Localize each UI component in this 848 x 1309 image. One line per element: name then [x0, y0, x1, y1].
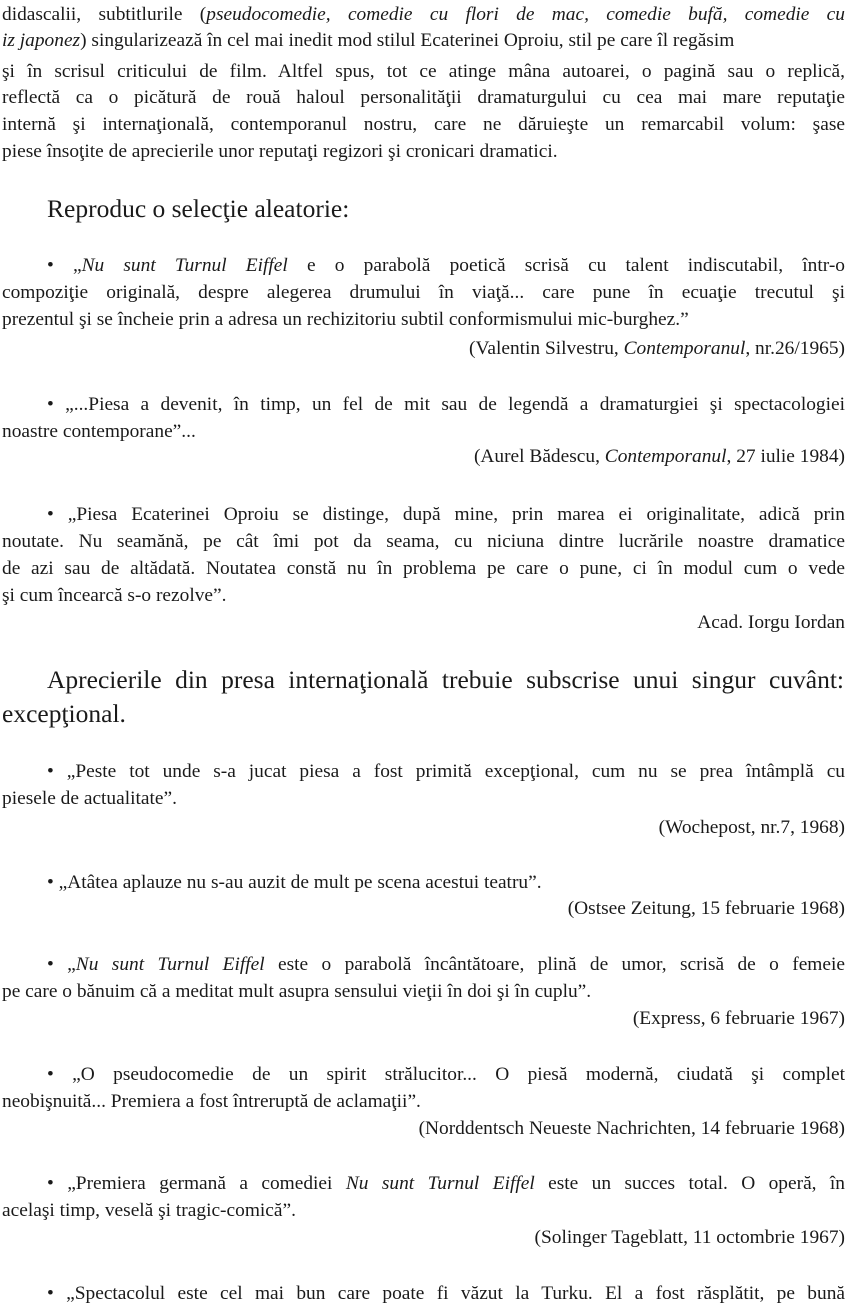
quote-7-line-1: • „O pseudocomedie de un spirit strălucitor... O piesă modernă, ciudată şi complet [47, 1064, 845, 1085]
quote-8-source: (Solinger Tageblatt, 11 octombrie 1967) [534, 1227, 845, 1248]
quote-1-line-1: • „Nu sunt Turnul Eiffel e o parabolă poetică scrisă cu talent indiscutabil, într-o [47, 255, 845, 276]
quote-1-source: (Valentin Silvestru, Contemporanul, nr.26/1965) [469, 338, 845, 359]
quote-3-line-4: şi cum încearcă s-o rezolve”. [2, 585, 227, 606]
quote-5-line-1: • „Atâtea aplauze nu s-au auzit de mult pe scena acestui teatru”. [47, 872, 542, 893]
intro-line-6: piese însoţite de aprecierile unor reputaţi regizori şi cronicari dramatici. [2, 141, 558, 162]
quote-3-line-1: • „Piesa Ecaterinei Oproiu se distinge, după mine, prin marea ei originalitate, adică prin [47, 504, 845, 525]
quote-2-source: (Aurel Bădescu, Contemporanul, 27 iulie 1984) [473, 446, 845, 467]
quote-9-line-1: • „Spectacolul este cel mai bun care poate fi văzut la Turku. El a fost răsplătit, pe bună [47, 1283, 845, 1304]
heading-selection: Reproduc o selecţie aleatorie: [47, 194, 350, 223]
heading-international-line-1: Aprecierile din presa internaţională trebuie subscrise unui singur cuvânt: [47, 665, 844, 694]
quote-8-line-2: acelaşi timp, veselă şi tragic-comică”. [2, 1200, 296, 1221]
quote-3-line-3: de azi sau de altădată. Noutatea constă nu în problema pe care o pune, ci în modul cum o vede [2, 558, 845, 579]
quote-8-line-1: • „Premiera germană a comediei Nu sunt Turnul Eiffel este un succes total. O operă, în [47, 1173, 846, 1194]
intro-line-5: internă şi internaţională, contemporanul nostru, care ne dăruieşte un remarcabil volum: şase [2, 114, 845, 135]
intro-line-4: reflectă ca o picătură de rouă haloul personalităţii dramaturgului cu cea mai mare reputaţie [2, 87, 845, 108]
quote-7-line-2: neobişnuită... Premiera a fost întreruptă de aclamaţii”. [2, 1091, 421, 1112]
quote-1-line-3: prezentul şi se încheie prin a adresa un rechizitoriu subtil conformismului mic-burghez.” [2, 309, 689, 330]
intro-line-3: şi în scrisul criticului de film. Altfel spus, tot ce atinge mâna autoarei, o pagină sau o replică, [2, 61, 845, 82]
quote-6-source: (Express, 6 februarie 1967) [632, 1008, 845, 1029]
intro-line-1: didascalii, subtitlurile (pseudocomedie, comedie cu flori de mac, comedie bufă, comedie cu [2, 4, 845, 25]
intro-line-2: iz japonez) singularizează în cel mai inedit mod stilul Ecaterinei Oproiu, stil pe care îl regăsim [2, 30, 735, 51]
quote-4-line-2: piesele de actualitate”. [2, 788, 177, 809]
quote-2-line-1: • „...Piesa a devenit, în timp, un fel de mit sau de legendă a dramaturgiei şi spectacologiei [47, 394, 845, 415]
quote-5-source: (Ostsee Zeitung, 15 februarie 1968) [567, 898, 845, 919]
quote-1-line-2: compoziţie originală, despre alegerea drumului în viaţă... care pune în ecuaţie trecutul şi [2, 282, 845, 303]
heading-international-line-2: excepţional. [2, 699, 126, 728]
quote-4-source: (Wochepost, nr.7, 1968) [658, 817, 845, 838]
quote-6-line-1: • „Nu sunt Turnul Eiffel este o parabolă încântătoare, plină de umor, scrisă de o femeie [47, 954, 845, 975]
quote-3-source: Acad. Iorgu Iordan [697, 612, 845, 633]
quote-7-source: (Norddentsch Neueste Nachrichten, 14 februarie 1968) [418, 1118, 845, 1139]
quote-4-line-1: • „Peste tot unde s-a jucat piesa a fost primită excepţional, cum nu se prea întâmplă cu [47, 761, 845, 782]
quote-3-line-2: noutate. Nu seamănă, pe cât îmi pot da seama, cu niciuna dintre lucrările noastre dramatice [2, 531, 845, 552]
quote-6-line-2: pe care o bănuim că a meditat mult asupra sensului vieţii în doi şi în cuplu”. [2, 981, 592, 1002]
quote-2-line-2: noastre contemporane”... [2, 421, 196, 442]
